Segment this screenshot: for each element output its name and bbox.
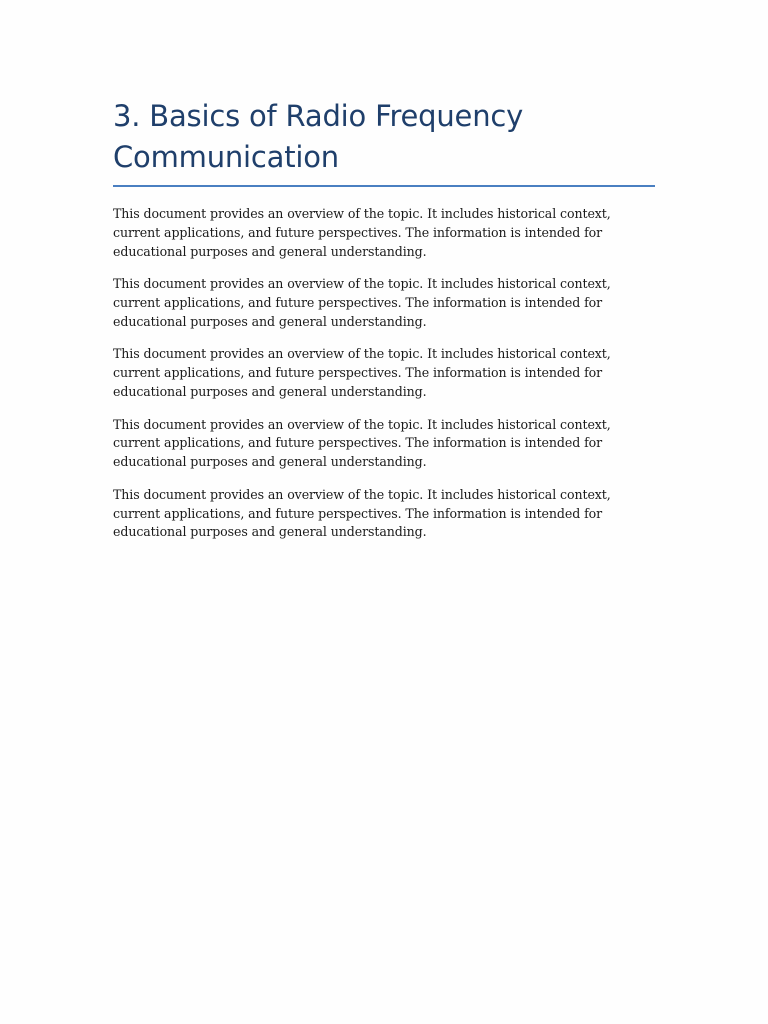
body-paragraph: This document provides an overview of the topic. It includes historical context, current applications, and future perspectives. The information is intended for educational purposes and general understanding. (113, 346, 611, 399)
body-paragraph: This document provides an overview of the topic. It includes historical context, current applications, and future perspectives. The information is intended for educational purposes and general understanding. (113, 276, 611, 329)
body-paragraph: This document provides an overview of the topic. It includes historical context, current applications, and future perspectives. The information is intended for educational purposes and general understanding. (113, 206, 611, 259)
body-paragraph: This document provides an overview of the topic. It includes historical context, current applications, and future perspectives. The information is intended for educational purposes and general understanding. (113, 486, 611, 540)
body-paragraph: This document provides an overview of the topic. It includes historical context, current applications, and future perspectives. The information is intended for educational purposes and general understanding. (113, 416, 611, 470)
section-heading: 3. Basics of Radio Frequency Communication (113, 96, 655, 187)
